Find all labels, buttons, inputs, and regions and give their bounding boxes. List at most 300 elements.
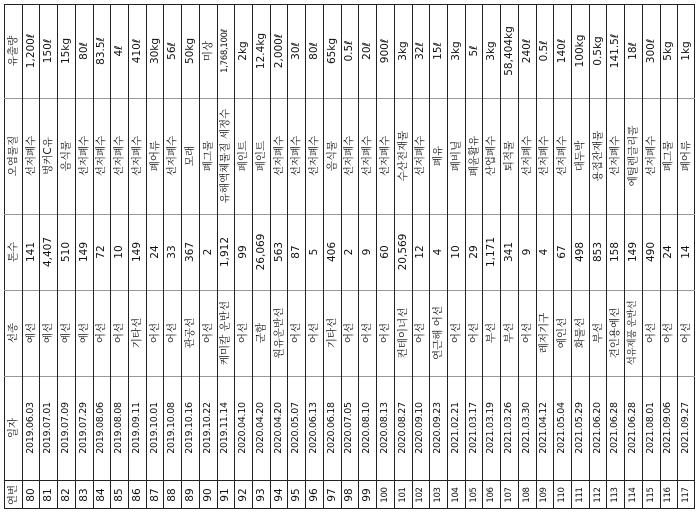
cell-text: 33 bbox=[166, 245, 179, 259]
cell-text: 2 bbox=[201, 248, 214, 256]
cell-tonnage bbox=[358, 214, 376, 290]
cell-no bbox=[199, 480, 217, 509]
cell-spill bbox=[199, 4, 217, 98]
cell-text: 5kg bbox=[662, 41, 675, 61]
cell-spill bbox=[39, 4, 57, 98]
cell-spill bbox=[660, 4, 678, 98]
cell-spill bbox=[93, 4, 111, 98]
cell-ship-type bbox=[305, 290, 323, 376]
cell-text: 2020.09.10 bbox=[414, 402, 426, 454]
cell-text: 2,000ℓ bbox=[272, 33, 285, 69]
cell-text: 2021.04.12 bbox=[538, 402, 550, 454]
cell-text: 2021.06.20 bbox=[591, 402, 603, 454]
cell-pollutant bbox=[75, 98, 93, 214]
cell-ship-type bbox=[394, 290, 412, 376]
cell-no bbox=[606, 480, 624, 509]
cell-text: 1,200ℓ bbox=[24, 33, 37, 69]
cell-spill bbox=[376, 4, 394, 98]
cell-date bbox=[75, 376, 93, 480]
cell-tonnage bbox=[181, 214, 199, 290]
cell-text: 모래 bbox=[184, 145, 197, 167]
cell-text: 2019.11.14 bbox=[219, 402, 231, 454]
cell-ship-type bbox=[199, 290, 217, 376]
cell-tonnage bbox=[589, 214, 607, 290]
cell-text: 산업폐수 bbox=[485, 135, 498, 177]
cell-pollutant bbox=[482, 98, 500, 214]
cell-text: 1,768,100ℓ bbox=[220, 29, 231, 73]
cell-pollutant bbox=[536, 98, 554, 214]
cell-text: 91 bbox=[219, 487, 232, 502]
cell-no bbox=[22, 480, 40, 509]
cell-tonnage bbox=[394, 214, 412, 290]
cell-no bbox=[624, 480, 642, 509]
cell-text: 86 bbox=[130, 487, 143, 502]
cell-text: 72 bbox=[95, 245, 108, 259]
cell-pollutant bbox=[429, 98, 447, 214]
cell-pollutant bbox=[518, 98, 536, 214]
cell-date bbox=[163, 376, 181, 480]
cell-tonnage bbox=[323, 214, 341, 290]
cell-text: 4,407 bbox=[42, 236, 55, 268]
cell-text: 선저폐수 bbox=[24, 135, 37, 177]
cell-text: 어선 bbox=[308, 322, 321, 344]
cell-text: 선저폐수 bbox=[272, 135, 285, 177]
cell-text: 폐윤활유 bbox=[467, 135, 480, 177]
cell-text: 어선 bbox=[449, 322, 462, 344]
cell-no bbox=[323, 480, 341, 509]
cell-tonnage bbox=[412, 214, 430, 290]
cell-no bbox=[553, 480, 571, 509]
cell-text: 부선 bbox=[591, 322, 604, 344]
cell-text: 240ℓ bbox=[520, 38, 533, 64]
cell-text: 109 bbox=[539, 486, 550, 503]
cell-date bbox=[39, 376, 57, 480]
cell-text: 98 bbox=[343, 487, 356, 502]
cell-text: 어선 bbox=[361, 322, 374, 344]
cell-text: 예선 bbox=[59, 322, 72, 344]
cell-text: 어선 bbox=[662, 322, 675, 344]
cell-date bbox=[536, 376, 554, 480]
cell-text: 3kg bbox=[396, 41, 409, 61]
cell-text: 88 bbox=[166, 487, 179, 502]
cell-spill bbox=[110, 4, 128, 98]
cell-text: 페인트 bbox=[254, 140, 267, 172]
cell-text: 2020.06.13 bbox=[308, 402, 320, 454]
cell-tonnage bbox=[571, 214, 589, 290]
cell-date bbox=[376, 376, 394, 480]
cell-no bbox=[429, 480, 447, 509]
cell-text: 97 bbox=[325, 487, 338, 502]
cell-tonnage bbox=[429, 214, 447, 290]
cell-text: 3kg bbox=[485, 41, 498, 61]
cell-spill bbox=[482, 4, 500, 98]
cell-text: 2021.09.27 bbox=[680, 402, 692, 454]
cell-text: 83.5ℓ bbox=[95, 37, 108, 65]
cell-text: 2021.06.28 bbox=[609, 402, 621, 454]
cell-text: 367 bbox=[184, 241, 197, 263]
cell-ship-type bbox=[128, 290, 146, 376]
cell-tonnage bbox=[518, 214, 536, 290]
cell-pollutant bbox=[571, 98, 589, 214]
cell-tonnage bbox=[93, 214, 111, 290]
cell-no bbox=[677, 480, 695, 509]
cell-text: 폐그물 bbox=[662, 140, 675, 172]
cell-tonnage bbox=[270, 214, 288, 290]
cell-spill bbox=[234, 4, 252, 98]
cell-pollutant bbox=[660, 98, 678, 214]
cell-spill bbox=[589, 4, 607, 98]
cell-ship-type bbox=[553, 290, 571, 376]
cell-spill bbox=[606, 4, 624, 98]
cell-text: 2021.03.30 bbox=[520, 402, 532, 454]
cell-tonnage bbox=[624, 214, 642, 290]
cell-ship-type bbox=[589, 290, 607, 376]
cell-text: 99 bbox=[361, 487, 374, 502]
header-label: 톤수 bbox=[6, 241, 19, 263]
cell-text: 어선 bbox=[520, 322, 533, 344]
cell-text: 0.5kg bbox=[591, 36, 604, 66]
cell-no bbox=[181, 480, 199, 509]
cell-no bbox=[217, 480, 235, 509]
cell-text: 107 bbox=[503, 486, 514, 503]
cell-ship-type bbox=[181, 290, 199, 376]
cell-date bbox=[500, 376, 518, 480]
cell-text: 83 bbox=[77, 487, 90, 502]
cell-text: 853 bbox=[591, 241, 604, 263]
cell-text: 2 bbox=[343, 248, 356, 256]
cell-text: 2019.07.09 bbox=[59, 402, 71, 454]
cell-no bbox=[642, 480, 660, 509]
cell-pollutant bbox=[39, 98, 57, 214]
cell-text: 기타선 bbox=[130, 317, 143, 349]
cell-text: 2019.10.08 bbox=[166, 402, 178, 454]
cell-text: 114 bbox=[627, 486, 638, 503]
cell-text: 96 bbox=[308, 487, 321, 502]
cell-text: 선저폐수 bbox=[113, 135, 126, 177]
cell-text: 화물선 bbox=[573, 317, 586, 349]
cell-date bbox=[571, 376, 589, 480]
cell-no bbox=[128, 480, 146, 509]
cell-no bbox=[536, 480, 554, 509]
cell-tonnage bbox=[500, 214, 518, 290]
cell-date bbox=[412, 376, 430, 480]
cell-text: 85 bbox=[113, 487, 126, 502]
cell-text: 선저폐수 bbox=[290, 135, 303, 177]
cell-date bbox=[93, 376, 111, 480]
cell-pollutant bbox=[181, 98, 199, 214]
cell-spill bbox=[22, 4, 40, 98]
cell-text: 선저폐수 bbox=[166, 135, 179, 177]
cell-text: 군함 bbox=[254, 322, 267, 344]
cell-text: 81 bbox=[42, 487, 55, 502]
cell-text: 어선 bbox=[113, 322, 126, 344]
cell-text: 어선 bbox=[378, 322, 391, 344]
cell-text: 5 bbox=[308, 248, 321, 256]
cell-spill bbox=[305, 4, 323, 98]
cell-tonnage bbox=[465, 214, 483, 290]
cell-ship-type bbox=[323, 290, 341, 376]
cell-spill bbox=[358, 4, 376, 98]
cell-no bbox=[447, 480, 465, 509]
header-label: 오염물질 bbox=[6, 135, 19, 177]
cell-ship-type bbox=[93, 290, 111, 376]
cell-date bbox=[589, 376, 607, 480]
cell-text: 99 bbox=[237, 245, 250, 259]
cell-spill bbox=[553, 4, 571, 98]
cell-text: 2020.07.05 bbox=[343, 402, 355, 454]
cell-ship-type bbox=[270, 290, 288, 376]
cell-text: 2020.04.20 bbox=[254, 402, 266, 454]
cell-text: 선저폐수 bbox=[520, 135, 533, 177]
cell-text: 149 bbox=[626, 241, 639, 263]
cell-spill bbox=[252, 4, 270, 98]
cell-no bbox=[341, 480, 359, 509]
cell-text: 15ℓ bbox=[432, 42, 445, 60]
cell-date bbox=[341, 376, 359, 480]
cell-tonnage bbox=[199, 214, 217, 290]
cell-text: 선저폐수 bbox=[414, 135, 427, 177]
cell-tonnage bbox=[163, 214, 181, 290]
cell-pollutant bbox=[642, 98, 660, 214]
cell-text: 2021.03.19 bbox=[485, 402, 497, 454]
cell-text: 498 bbox=[573, 241, 586, 263]
cell-text: 폐그물 bbox=[201, 140, 214, 172]
cell-text: 29 bbox=[467, 245, 480, 259]
cell-tonnage bbox=[305, 214, 323, 290]
cell-text: 490 bbox=[644, 241, 657, 263]
cell-spill bbox=[323, 4, 341, 98]
cell-text: 예선 bbox=[77, 322, 90, 344]
cell-text: 어선 bbox=[166, 322, 179, 344]
cell-ship-type bbox=[660, 290, 678, 376]
header-ship-type bbox=[4, 290, 22, 376]
cell-text: 용접잔재물 bbox=[591, 130, 604, 182]
cell-text: 115 bbox=[645, 486, 656, 503]
cell-date bbox=[429, 376, 447, 480]
cell-text: 150ℓ bbox=[42, 38, 55, 64]
cell-date bbox=[181, 376, 199, 480]
cell-text: 14 bbox=[680, 245, 693, 259]
cell-text: 100 bbox=[379, 486, 390, 503]
cell-text: 20,569 bbox=[396, 233, 409, 271]
cell-pollutant bbox=[305, 98, 323, 214]
cell-text: 2019.07.01 bbox=[42, 402, 54, 454]
cell-spill bbox=[217, 4, 235, 98]
cell-ship-type bbox=[358, 290, 376, 376]
cell-text: 선저폐수 bbox=[343, 135, 356, 177]
cell-text: 1,171 bbox=[485, 236, 498, 268]
cell-text: 2kg bbox=[237, 41, 250, 61]
cell-text: 24 bbox=[662, 245, 675, 259]
cell-date bbox=[624, 376, 642, 480]
cell-pollutant bbox=[624, 98, 642, 214]
cell-no bbox=[412, 480, 430, 509]
cell-text: 20ℓ bbox=[361, 42, 374, 60]
cell-text: 15kg bbox=[59, 37, 72, 65]
cell-text: 58,404kg bbox=[502, 26, 515, 76]
cell-spill bbox=[57, 4, 75, 98]
cell-no bbox=[252, 480, 270, 509]
cell-pollutant bbox=[553, 98, 571, 214]
cell-text: 103 bbox=[433, 486, 444, 503]
cell-text: 117 bbox=[681, 486, 692, 503]
cell-spill bbox=[518, 4, 536, 98]
cell-text: 어선 bbox=[148, 322, 161, 344]
cell-no bbox=[163, 480, 181, 509]
cell-no bbox=[394, 480, 412, 509]
cell-no bbox=[146, 480, 164, 509]
header-date bbox=[4, 376, 22, 480]
cell-pollutant bbox=[128, 98, 146, 214]
cell-text: 선저폐수 bbox=[609, 135, 622, 177]
cell-ship-type bbox=[518, 290, 536, 376]
cell-spill bbox=[412, 4, 430, 98]
cell-text: 원유운반선 bbox=[272, 307, 285, 359]
cell-text: 2021.05.29 bbox=[573, 402, 585, 454]
cell-text: 어선 bbox=[644, 322, 657, 344]
cell-text: 149 bbox=[130, 241, 143, 263]
cell-text: 2021.02.21 bbox=[449, 402, 461, 454]
cell-pollutant bbox=[93, 98, 111, 214]
cell-text: 어선 bbox=[467, 322, 480, 344]
cell-date bbox=[217, 376, 235, 480]
cell-text: 2019.08.06 bbox=[95, 402, 107, 454]
cell-text: 101 bbox=[397, 486, 408, 503]
cell-text: 선저폐수 bbox=[644, 135, 657, 177]
cell-date bbox=[128, 376, 146, 480]
cell-pollutant bbox=[270, 98, 288, 214]
cell-tonnage bbox=[146, 214, 164, 290]
cell-date bbox=[482, 376, 500, 480]
cell-spill bbox=[536, 4, 554, 98]
cell-text: 예선 bbox=[42, 322, 55, 344]
cell-ship-type bbox=[39, 290, 57, 376]
cell-text: 341 bbox=[502, 241, 515, 263]
cell-spill bbox=[624, 4, 642, 98]
cell-ship-type bbox=[500, 290, 518, 376]
cell-spill bbox=[677, 4, 695, 98]
cell-spill bbox=[394, 4, 412, 98]
cell-pollutant bbox=[252, 98, 270, 214]
cell-text: 2020.04.20 bbox=[272, 402, 284, 454]
cell-text: 폐비닐 bbox=[449, 140, 462, 172]
cell-text: 2020.04.10 bbox=[237, 402, 249, 454]
cell-text: 관공선 bbox=[184, 317, 197, 349]
cell-text: 89 bbox=[184, 487, 197, 502]
cell-text: 12.4kg bbox=[254, 32, 267, 70]
cell-tonnage bbox=[447, 214, 465, 290]
cell-text: 선저폐수 bbox=[361, 135, 374, 177]
cell-text: 104 bbox=[450, 486, 461, 503]
header-label: 연번 bbox=[6, 484, 19, 505]
cell-tonnage bbox=[536, 214, 554, 290]
cell-text: 90 bbox=[201, 487, 214, 502]
cell-ship-type bbox=[252, 290, 270, 376]
cell-spill bbox=[429, 4, 447, 98]
cell-text: 80ℓ bbox=[308, 42, 321, 60]
cell-text: 기타선 bbox=[325, 317, 338, 349]
cell-ship-type bbox=[429, 290, 447, 376]
cell-date bbox=[22, 376, 40, 480]
cell-text: 87 bbox=[290, 245, 303, 259]
cell-text: 2019.10.22 bbox=[201, 402, 213, 454]
cell-spill bbox=[447, 4, 465, 98]
cell-ship-type bbox=[571, 290, 589, 376]
cell-pollutant bbox=[163, 98, 181, 214]
cell-text: 0.5ℓ bbox=[343, 40, 356, 62]
cell-text: 108 bbox=[521, 486, 532, 503]
cell-text: 부선 bbox=[485, 322, 498, 344]
cell-pollutant bbox=[22, 98, 40, 214]
cell-ship-type bbox=[624, 290, 642, 376]
cell-text: 어선 bbox=[680, 322, 693, 344]
cell-text: 18ℓ bbox=[626, 42, 639, 60]
cell-text: 4ℓ bbox=[113, 45, 126, 57]
cell-date bbox=[305, 376, 323, 480]
cell-tonnage bbox=[110, 214, 128, 290]
cell-text: 어선 bbox=[414, 322, 427, 344]
cell-spill bbox=[465, 4, 483, 98]
cell-ship-type bbox=[677, 290, 695, 376]
cell-date bbox=[110, 376, 128, 480]
cell-spill bbox=[341, 4, 359, 98]
cell-text: 2019.06.03 bbox=[24, 402, 36, 454]
cell-pollutant bbox=[394, 98, 412, 214]
cell-ship-type bbox=[465, 290, 483, 376]
cell-text: 65kg bbox=[325, 37, 338, 65]
cell-pollutant bbox=[500, 98, 518, 214]
cell-ship-type bbox=[234, 290, 252, 376]
cell-ship-type bbox=[287, 290, 305, 376]
cell-text: 92 bbox=[237, 487, 250, 502]
cell-text: 24 bbox=[148, 245, 161, 259]
cell-text: 케미칼 운반선 bbox=[219, 300, 232, 366]
cell-text: 1,912 bbox=[219, 236, 232, 268]
cell-ship-type bbox=[447, 290, 465, 376]
cell-text: 1kg bbox=[680, 41, 693, 61]
cell-text: 10 bbox=[449, 245, 462, 259]
cell-text: 900ℓ bbox=[378, 38, 391, 64]
cell-text: 113 bbox=[610, 486, 621, 503]
cell-text: 26,069 bbox=[254, 233, 267, 271]
cell-text: 음식물 bbox=[59, 140, 72, 172]
cell-text: 510 bbox=[59, 241, 72, 263]
cell-text: 연근해 어선 bbox=[432, 305, 445, 361]
cell-text: 2020.09.23 bbox=[432, 402, 444, 454]
header-tonnage bbox=[4, 214, 22, 290]
cell-pollutant bbox=[234, 98, 252, 214]
cell-pollutant bbox=[589, 98, 607, 214]
cell-spill bbox=[287, 4, 305, 98]
cell-tonnage bbox=[128, 214, 146, 290]
cell-text: 2021.03.26 bbox=[502, 402, 514, 454]
cell-text: 149 bbox=[77, 241, 90, 263]
cell-tonnage bbox=[341, 214, 359, 290]
cell-pollutant bbox=[606, 98, 624, 214]
cell-pollutant bbox=[376, 98, 394, 214]
cell-no bbox=[589, 480, 607, 509]
cell-text: 12 bbox=[414, 245, 427, 259]
cell-text: 어선 bbox=[290, 322, 303, 344]
cell-text: 100kg bbox=[573, 34, 586, 68]
cell-tonnage bbox=[606, 214, 624, 290]
cell-tonnage bbox=[57, 214, 75, 290]
cell-text: 141.5ℓ bbox=[609, 33, 622, 69]
cell-text: 158 bbox=[609, 241, 622, 263]
cell-text: 300ℓ bbox=[644, 38, 657, 64]
cell-text: 2020.05.07 bbox=[290, 402, 302, 454]
cell-ship-type bbox=[536, 290, 554, 376]
